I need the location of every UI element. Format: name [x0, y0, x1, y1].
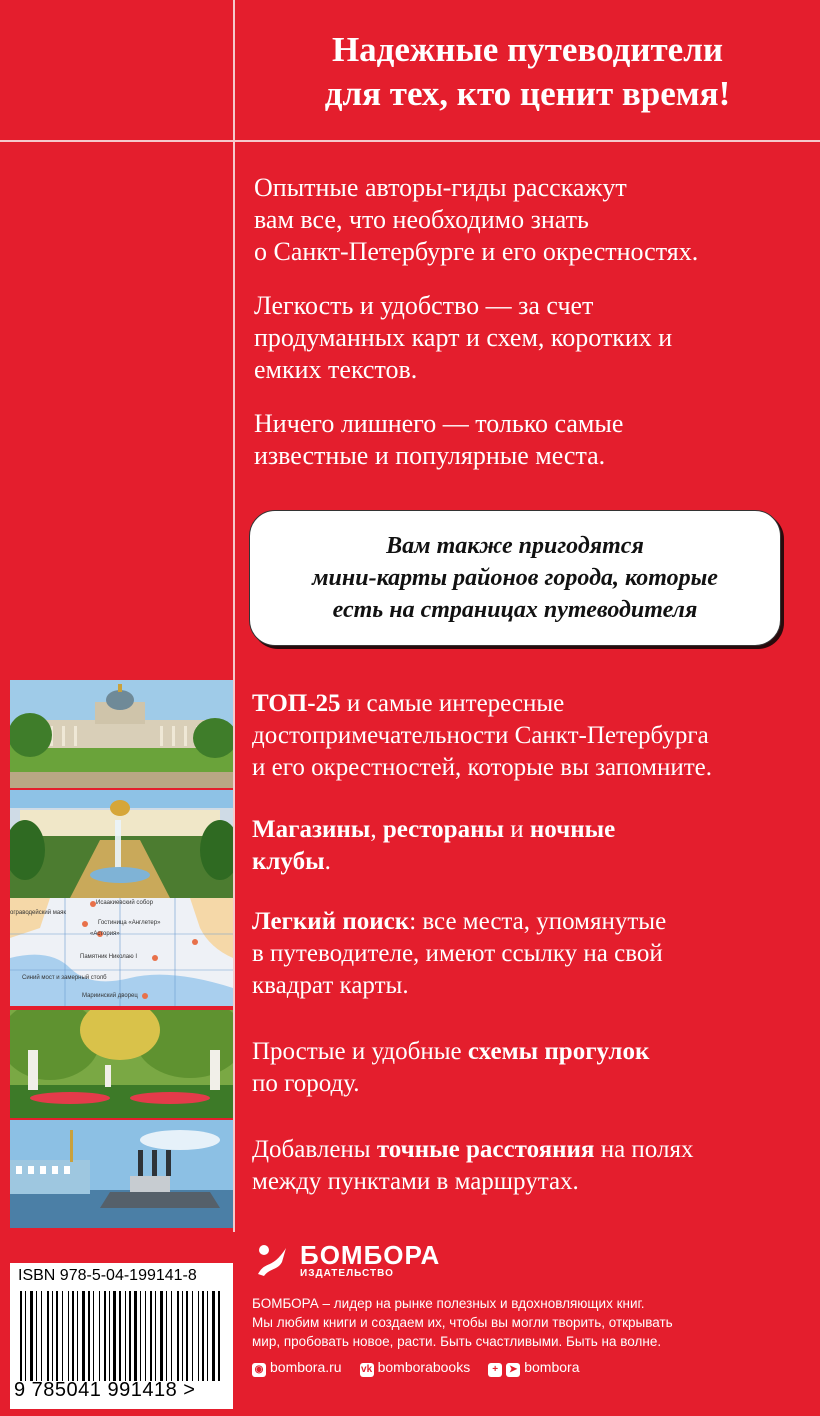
barcode-bar — [109, 1291, 110, 1381]
feature-search — [0, 898, 820, 1006]
barcode-bar — [140, 1291, 141, 1381]
barcode-bar — [207, 1291, 208, 1381]
barcode-bar — [20, 1291, 22, 1381]
barcode-bar — [41, 1291, 42, 1381]
barcode-bar — [202, 1291, 204, 1381]
barcode-bar — [93, 1291, 94, 1381]
feature-top25 — [0, 680, 820, 788]
barcode-bar — [25, 1291, 26, 1381]
barcode-bar — [36, 1291, 37, 1381]
feature-shops — [0, 790, 820, 898]
barcode-bar — [177, 1291, 179, 1381]
barcode-bar — [88, 1291, 90, 1381]
barcode-bar — [145, 1291, 146, 1381]
publisher-logo: БОМБОРА ИЗДАТЕЛЬСТВО — [252, 1240, 812, 1280]
publisher-description: БОМБОРА – лидер на рынке полезных и вдохновляющих книг. Мы любим книги и создаем их, чтобы вы могли творить, открывать мир, пробовать новое, расти. Быть счастливыми. Быть на волне. — [252, 1296, 673, 1349]
intro-paragraph: Опытные авторы-гиды расскажут вам все, что необходимо знать о Санкт-Петербурге и его окрестностях. — [254, 173, 699, 266]
barcode-bar — [62, 1291, 63, 1381]
barcode-bar — [134, 1291, 137, 1381]
barcode-bar — [68, 1291, 69, 1381]
barcode-bar — [119, 1291, 121, 1381]
feature-text: Простые и удобные схемы прогулок по городу. — [252, 1038, 650, 1097]
barcode-bar — [192, 1291, 193, 1381]
vk-icon: vk — [361, 1364, 373, 1375]
feature-walks — [0, 1010, 820, 1118]
feature-text: ТОП-25 и самые интересные достопримечательности Санкт-Петербурга и его окрестностей, которые вы запомните. — [252, 690, 713, 781]
barcode-bar — [166, 1291, 167, 1381]
isbn-text: ISBN 978-5-04-199141-8 — [18, 1267, 197, 1284]
barcode-bar — [113, 1291, 116, 1381]
headline: Надежные путеводители для тех, кто ценит время! — [324, 30, 731, 113]
barcode-bar — [150, 1291, 152, 1381]
barcode-bar — [104, 1291, 106, 1381]
feature-text: Добавлены точные расстояния на полях между пунктами в маршрутах. — [252, 1136, 694, 1195]
barcode-bar — [129, 1291, 131, 1381]
feature-distances — [0, 1120, 820, 1228]
barcode-bar — [155, 1291, 156, 1381]
aurora-cruiser-photo — [10, 1120, 233, 1228]
kazan-cathedral-photo — [10, 680, 233, 788]
barcode-bar — [72, 1291, 74, 1381]
telegram-icon: ➤ — [506, 1363, 520, 1377]
barcode-bar — [171, 1291, 172, 1381]
feature-text: Легкий поиск: все места, упомянутые в путеводителе, имеют ссылку на свой квадрат карты. — [252, 908, 667, 999]
barcode-bar — [198, 1291, 199, 1381]
summer-garden-photo — [10, 1010, 233, 1118]
website-link[interactable]: ◉ bombora.ru — [252, 1359, 342, 1377]
barcode-bar — [125, 1291, 126, 1381]
feature-text: Магазины, рестораны и ночные клубы. — [252, 816, 616, 875]
barcode-bar — [186, 1291, 188, 1381]
barcode-bar — [82, 1291, 85, 1381]
intro-paragraph: Легкость и удобство — за счет продуманных карт и схем, коротких и емких текстов. — [254, 291, 673, 384]
peterhof-photo — [10, 790, 233, 898]
barcode-bar — [77, 1291, 78, 1381]
barcode-bar — [56, 1291, 58, 1381]
barcode-bar — [212, 1291, 215, 1381]
intro-text — [254, 172, 794, 494]
globe-icon: ◉ — [252, 1363, 266, 1377]
vk-link[interactable]: vk bomborabooks — [361, 1359, 471, 1375]
plus-icon: + — [488, 1363, 502, 1377]
intro-paragraph: Ничего лишнего — только самые известные и популярные места. — [254, 409, 624, 470]
publisher-links — [252, 1359, 812, 1377]
barcode-bar — [99, 1291, 100, 1381]
horizontal-divider — [0, 140, 820, 142]
barcode-bar — [30, 1291, 33, 1381]
publisher-block — [252, 1240, 812, 1377]
barcode-bar — [160, 1291, 163, 1381]
map-thumbnail: Исаакиевский собор Гостиница «Англетер» «Астория» Памятник Николаю I Синий мост и замерный столб Мариинский дворец ограводейский маяк — [10, 898, 233, 1006]
barcode-bar — [182, 1291, 183, 1381]
isbn-barcode — [10, 1263, 233, 1409]
barcode — [18, 1291, 226, 1381]
barcode-bar — [52, 1291, 53, 1381]
barcode-digits: 9 785041 991418 > — [14, 1379, 196, 1401]
telegram-link[interactable]: + ➤ bombora — [488, 1359, 579, 1377]
callout-box: Вам также пригодятся мини-карты районов города, которые есть на страницах путеводителя — [249, 510, 781, 646]
bombora-logo-icon — [252, 1240, 292, 1280]
barcode-bar — [47, 1291, 49, 1381]
barcode-bar — [218, 1291, 220, 1381]
